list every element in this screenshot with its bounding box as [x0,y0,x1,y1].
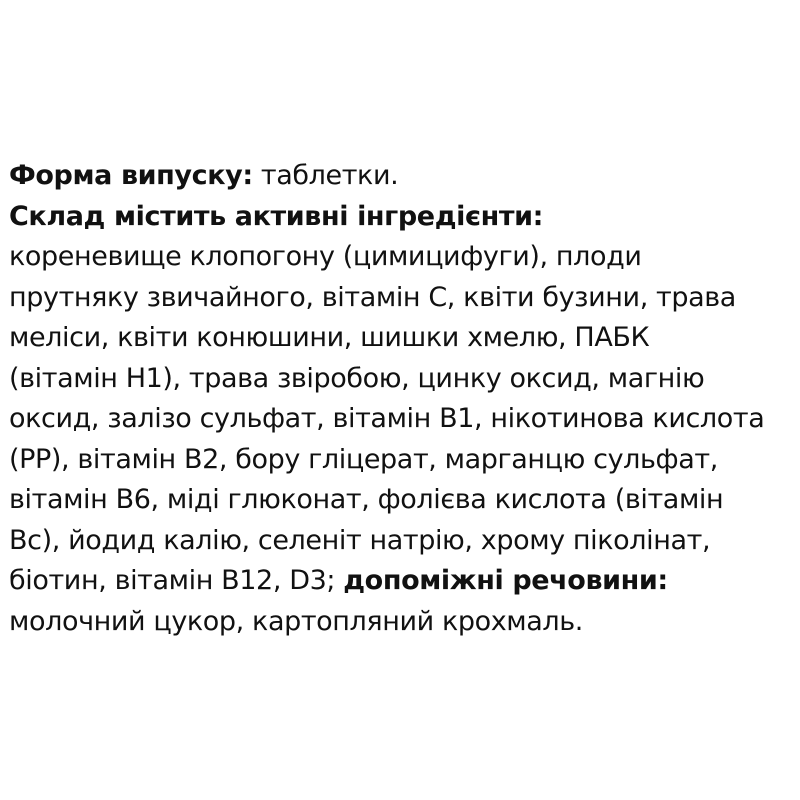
release-form-value: таблетки. [252,160,399,191]
composition-line: прутняку звичайного, вітамін С, квіти бузини, трава [9,281,736,313]
product-description [9,156,791,642]
composition-line: меліси, квіти конюшини, шишки хмелю, ПАБК [9,322,650,353]
composition-line-end: біотин, вітамін В12, D3; [9,565,344,596]
composition-line: кореневище клопогону (цимицифуги), плоди [9,241,642,272]
composition-line: вітамін В6, міді глюконат, фолієва кислота (вітамін [9,484,724,515]
composition-line: (вітамін Н1), трава звіробою, цинку оксид, магнію [9,362,705,394]
release-form-line [9,156,791,197]
composition-line: оксид, залізо сульфат, вітамін В1, нікотинова кислота [9,403,765,434]
composition-line-with-excipients [9,561,791,602]
composition-line: (РР), вітамін В2, бору гліцерат, марганцю сульфат, [9,443,718,475]
excipients-label: допоміжні речовини: [343,565,668,596]
excipients-line: молочний цукор, картопляний крохмаль. [9,605,583,637]
composition-line: Вс), йодид калію, селеніт натрію, хрому піколінат, [9,524,711,556]
release-form-label: Форма випуску: [9,160,253,191]
composition-heading: Склад містить активні інгредієнти: [9,200,544,232]
